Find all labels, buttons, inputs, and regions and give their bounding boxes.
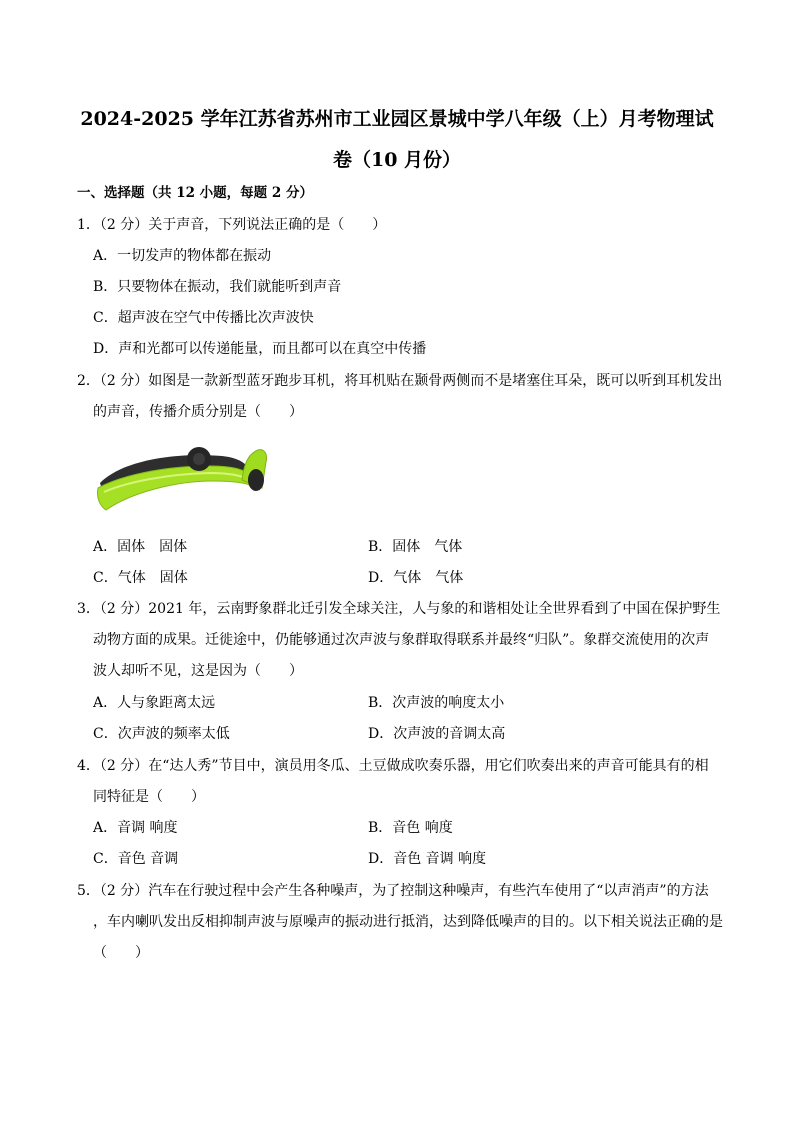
question-2-option-a: A．固体 固体	[93, 539, 188, 555]
question-1-option-b: B．只要物体在振动，我们就能听到声音	[93, 279, 342, 295]
question-2-option-d: D．气体 气体	[368, 570, 464, 586]
question-5-stem-line-2: ，车内喇叭发出反相抑制声波与原噪声的振动进行抵消，达到降低噪声的目的。以下相关说法正确的是	[93, 914, 723, 930]
question-1-option-d: D．声和光都可以传递能量，而且都可以在真空中传播	[93, 341, 427, 357]
question-4-option-a: A．音调 响度	[93, 820, 178, 836]
question-3-option-c: C．次声波的频率太低	[93, 726, 230, 742]
question-5-stem-line-3: （ ）	[93, 945, 149, 961]
question-2-stem-line-2: 的声音，传播介质分别是（ ）	[93, 404, 303, 420]
question-4-stem-line-1: 4．（2 分）在“达人秀”节目中，演员用冬瓜、土豆做成吹奏乐器，用它们吹奏出来的声音可能具有的相	[77, 758, 709, 774]
question-2-option-b: B．固体 气体	[368, 539, 463, 555]
question-2-stem-line-1: 2．（2 分）如图是一款新型蓝牙跑步耳机，将耳机贴在颞骨两侧而不是堵塞住耳朵，既可以听到耳机发出	[77, 373, 723, 389]
question-1-stem: 1．（2 分）关于声音，下列说法正确的是（ ）	[77, 217, 387, 233]
bluetooth-headphone-image	[92, 436, 272, 514]
question-4-option-d: D．音色 音调 响度	[368, 851, 487, 867]
question-4-stem-line-2: 同特征是（ ）	[93, 789, 205, 805]
question-2-option-c: C．气体 固体	[93, 570, 188, 586]
question-5-stem-line-1: 5．（2 分）汽车在行驶过程中会产生各种噪声，为了控制这种噪声，有些汽车使用了“以声消声”的方法	[77, 883, 709, 899]
question-3-stem-line-1: 3．（2 分）2021 年，云南野象群北迁引发全球关注，人与象的和谐相处让全世界看到了中国在保护野生	[77, 601, 721, 617]
question-3-stem-line-3: 波人却听不见，这是因为（ ）	[93, 663, 303, 679]
question-4-option-b: B．音色 响度	[368, 820, 453, 836]
question-1-option-a: A．一切发声的物体都在振动	[93, 248, 272, 264]
question-3-stem-line-2: 动物方面的成果。迁徙途中，仍能够通过次声波与象群取得联系并最终“归队”。象群交流使用的次声	[93, 632, 710, 648]
question-1-option-c: C．超声波在空气中传播比次声波快	[93, 310, 314, 326]
page-title-line-1: 2024-2025 学年江苏省苏州市工业园区景城中学八年级（上）月考物理试	[80, 108, 714, 130]
page-title-line-2: 卷（10 月份）	[332, 149, 462, 171]
question-3-option-b: B．次声波的响度太小	[368, 695, 505, 711]
headphone-earpiece-right	[248, 469, 264, 491]
question-3-option-d: D．次声波的音调太高	[368, 726, 506, 742]
section-heading: 一、选择题（共 12 小题，每题 2 分）	[77, 185, 313, 201]
question-3-option-a: A．人与象距离太远	[93, 695, 216, 711]
question-4-option-c: C．音色 音调	[93, 851, 179, 867]
